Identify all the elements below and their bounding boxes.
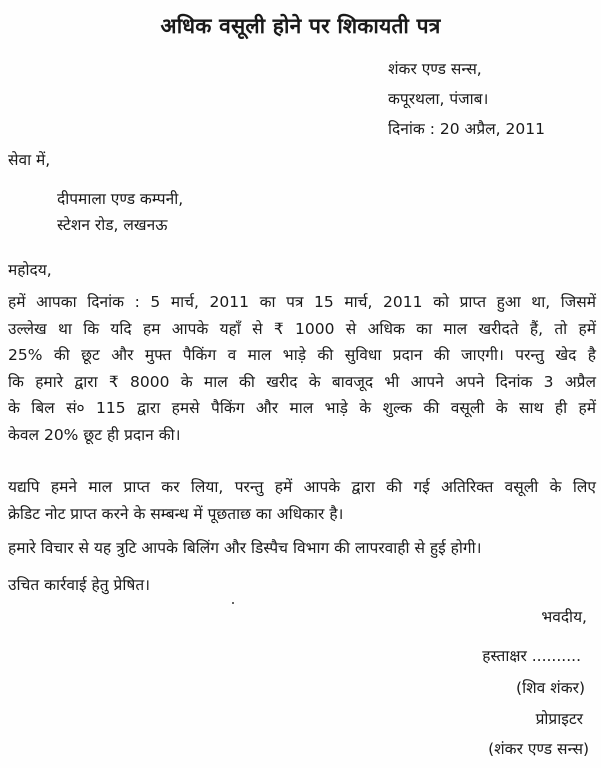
paragraph-line: हमें आपका दिनांक : 5 मार्च, 2011 का पत्र 15 मार्च, 2011 को प्राप्त हुआ था, जिसमें (8, 293, 596, 311)
paragraph-line: कि हमारे द्वारा ₹ 8000 के माल की खरीद के बावजूद भी आपने अपने दिनांक 3 अप्रैल (8, 372, 596, 391)
body-paragraph-3 (8, 535, 596, 562)
letter-title: अधिक वसूली होने पर शिकायती पत्र (160, 14, 441, 38)
paragraph-line: 25% की छूट और मुफ्त पैकिंग व माल भाड़े की सुविधा प्रदान की जाएगी। परन्तु खेद है (8, 346, 596, 364)
body-paragraph-2 (8, 474, 596, 527)
paragraph-line: केवल 20% छूट ही प्रदान की। (8, 425, 181, 444)
greeting: महोदय, (8, 261, 52, 279)
recipient-address-block (57, 186, 183, 238)
signature-line: हस्ताक्षर .......... (482, 647, 581, 665)
sender-city: कपूरथला, पंजाब। (388, 90, 489, 108)
signer-name: (शिव शंकर) (516, 679, 585, 697)
paragraph-line: हमारे विचार से यह त्रुटि आपके बिलिंग और डिस्पैच विभाग की लापरवाही से हुई होगी। (8, 539, 482, 557)
paragraph-line: यद्यपि हमने माल प्राप्त कर लिया, परन्तु हमें आपके द्वारा की गई अतिरिक्त वसूली के लिए (8, 478, 596, 496)
paragraph-line: उचित कार्रवाई हेतु प्रेषित। (8, 576, 151, 594)
signer-designation: प्रोप्राइटर (535, 710, 583, 728)
paragraph-line: उल्लेख था कि यदि हम आपके यहाँ से ₹ 1000 से अधिक का माल खरीदते हैं, तो हमें (8, 319, 596, 338)
paragraph-line: क्रेडिट नोट प्राप्त करने के सम्बन्ध में पूछताछ का अधिकार है। (8, 504, 344, 523)
signer-firm: (शंकर एण्ड सन्स) (488, 740, 589, 758)
recipient-address: स्टेशन रोड, लखनऊ (57, 216, 168, 234)
recipient-name: दीपमाला एण्ड कम्पनी, (57, 190, 184, 208)
paragraph-line: के बिल सं० 115 द्वारा हमसे पैकिंग और माल भाड़े के शुल्क की वसूली के साथ ही हमें (8, 399, 596, 417)
letter-date: दिनांक : 20 अप्रैल, 2011 (388, 120, 545, 138)
to-label: सेवा में, (8, 151, 51, 169)
ink-speck (232, 602, 234, 604)
body-paragraph-1 (8, 289, 596, 448)
sender-address-block (388, 54, 545, 144)
valediction: भवदीय, (541, 608, 587, 626)
sender-name: शंकर एण्ड सन्स, (388, 60, 482, 78)
body-paragraph-4 (8, 572, 596, 599)
